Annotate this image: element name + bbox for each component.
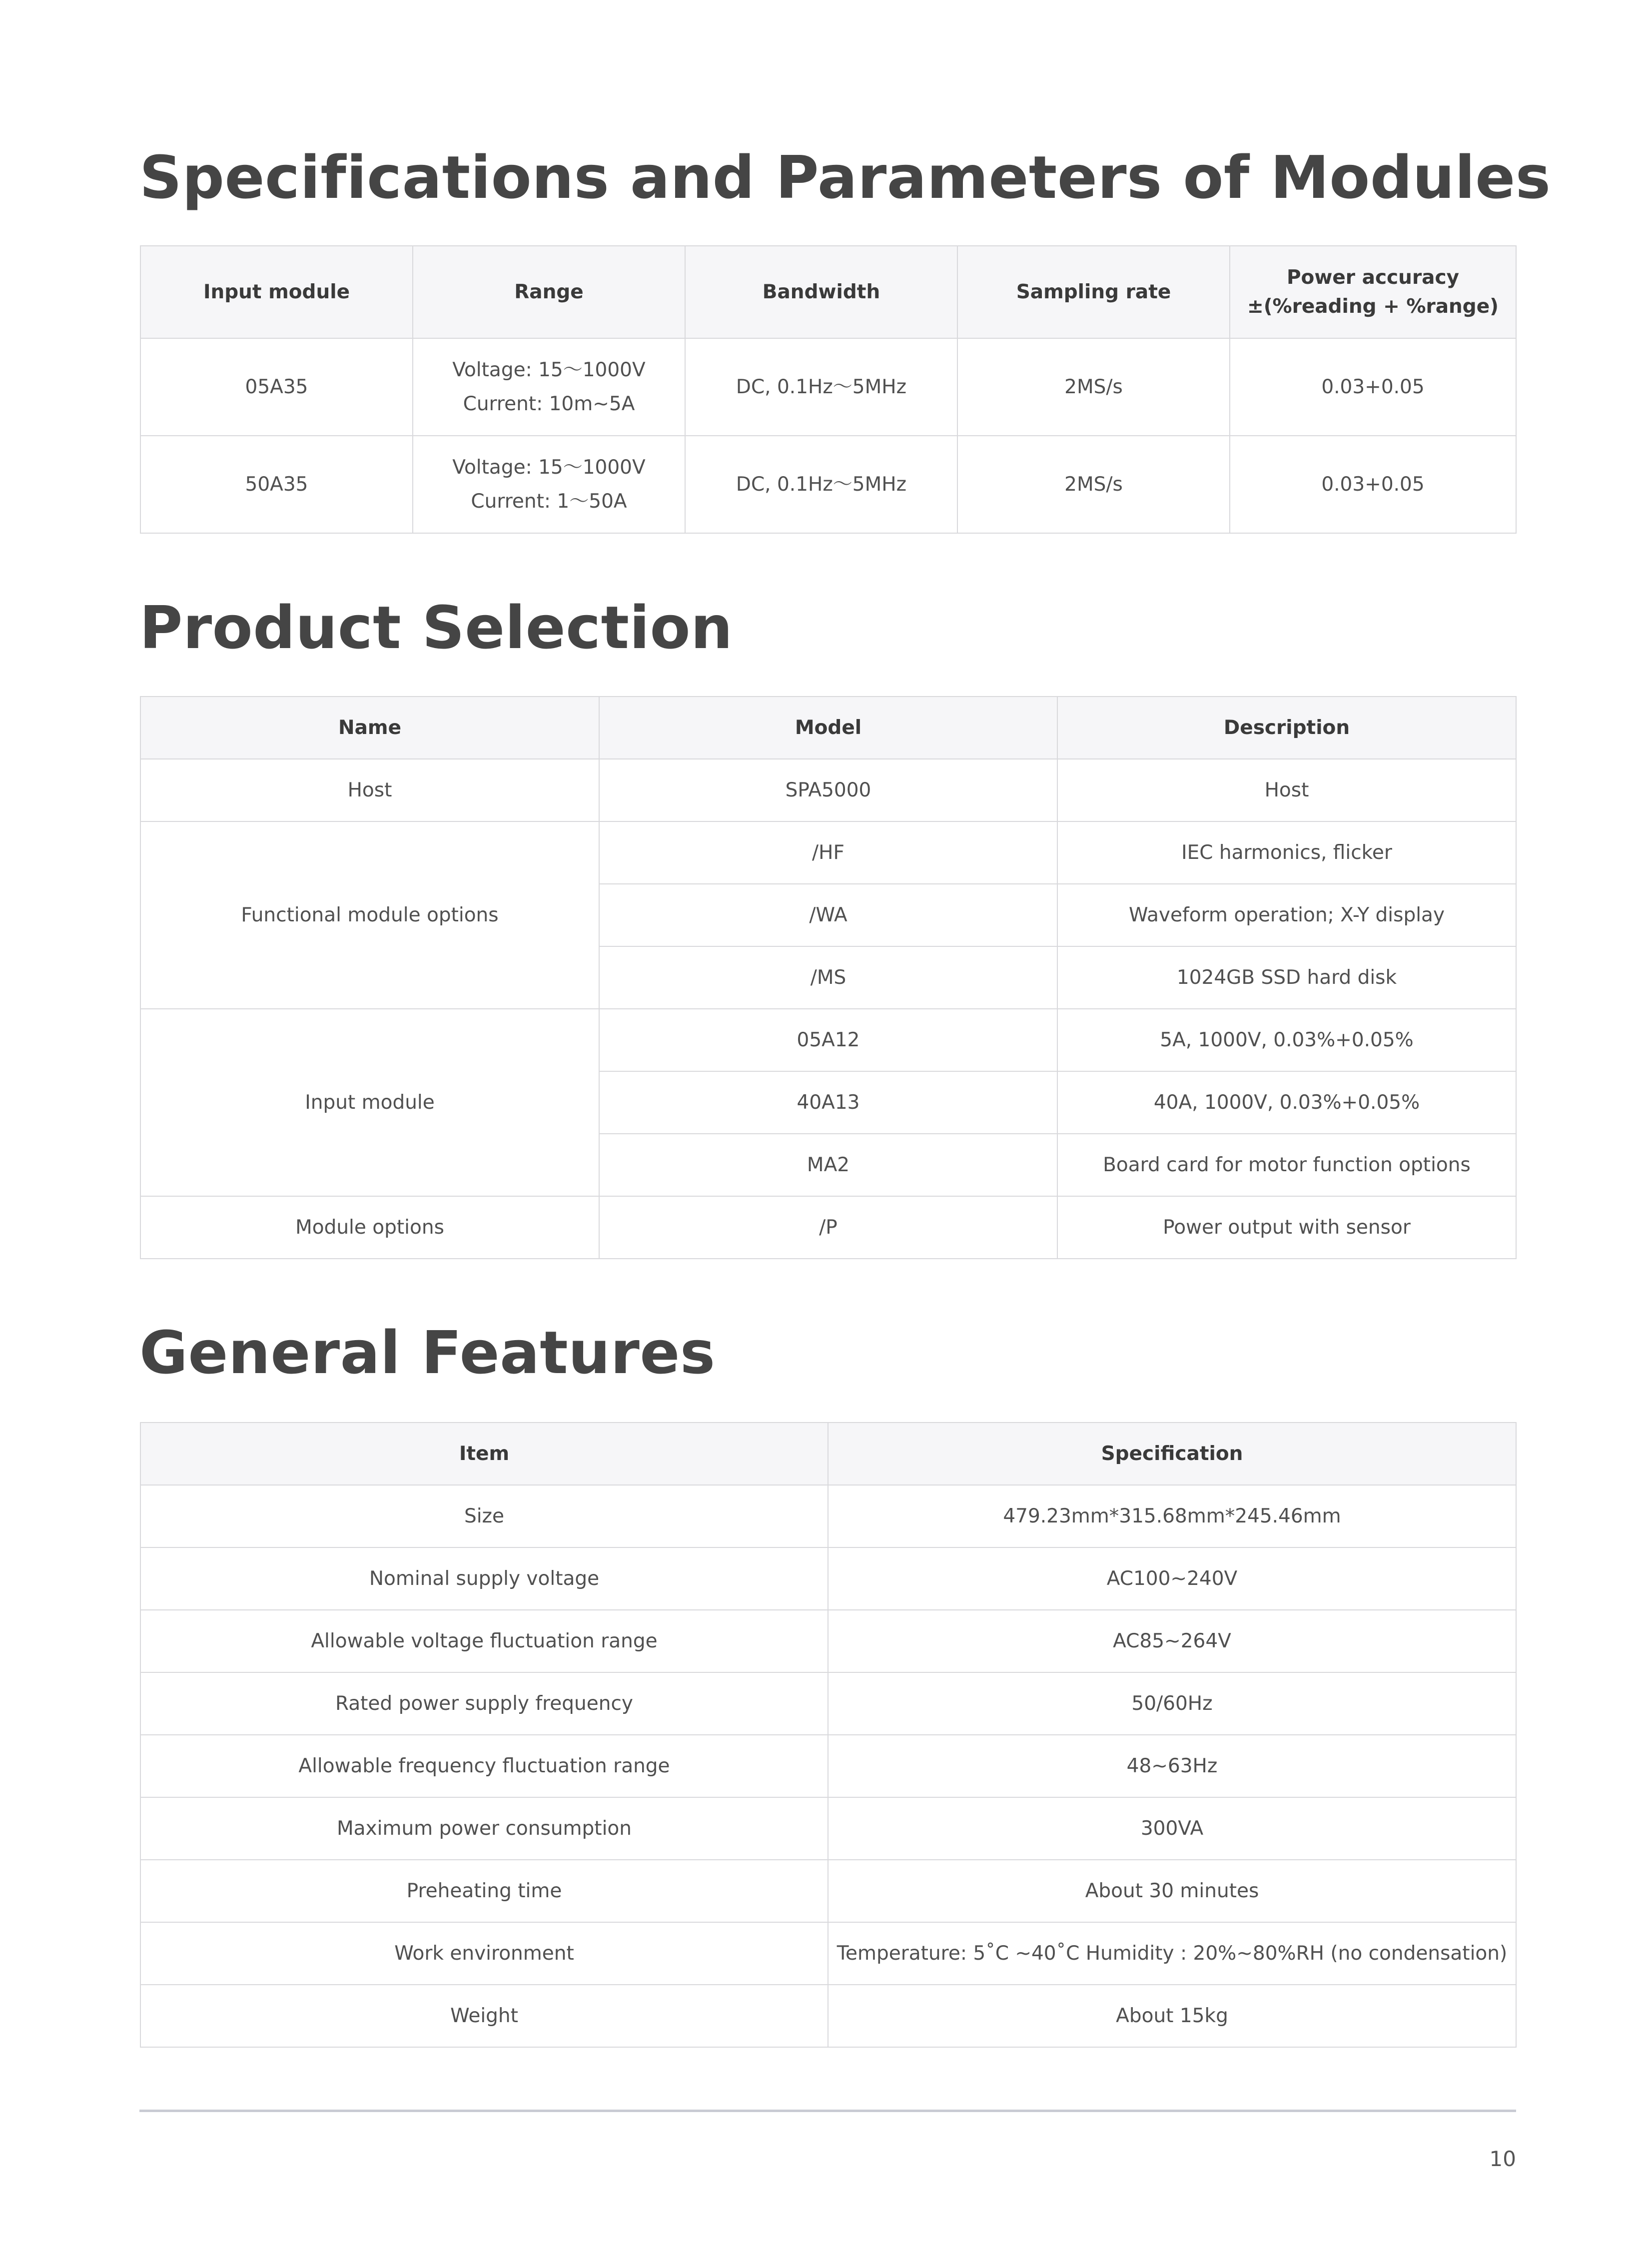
features-item-cell: Allowable frequency fluctuation range [140,1735,828,1797]
table-row [140,436,1516,533]
selection-desc-cell: Waveform operation; X-Y display [1057,884,1516,946]
selection-desc-cell: IEC harmonics, flicker [1057,821,1516,884]
spec-header-row [140,246,1516,338]
features-item-cell: Maximum power consumption [140,1797,828,1860]
selection-name-cell: Module options [140,1196,599,1259]
table-row [140,1610,1516,1672]
features-item-cell: Weight [140,1985,828,2047]
table-row [140,1672,1516,1735]
features-item-cell: Preheating time [140,1860,828,1922]
features-section-title: General Features [139,1318,716,1387]
selection-name-cell: Functional module options [140,821,599,1009]
selection-model-cell: /HF [599,821,1057,884]
selection-desc-cell: Power output with sensor [1057,1196,1516,1259]
spec-header-power-accuracy-line2: ±(%reading + %range) [1247,295,1499,318]
selection-desc-cell: 1024GB SSD hard disk [1057,946,1516,1009]
spec-header-input-module: Input module [140,246,413,338]
spec-range-voltage: Voltage: 15～1000V [452,358,646,381]
spec-section-title: Specifications and Parameters of Modules [139,143,1551,212]
spec-header-range: Range [413,246,685,338]
spec-sampling-cell: 2MS/s [957,338,1230,436]
spec-accuracy-cell: 0.03+0.05 [1230,436,1516,533]
table-row [140,1860,1516,1922]
spec-range-current: Current: 1～50A [471,490,627,513]
table-row [140,1735,1516,1797]
features-header-item: Item [140,1423,828,1485]
selection-desc-cell: 5A, 1000V, 0.03%+0.05% [1057,1009,1516,1071]
table-row [140,759,1516,821]
selection-model-cell: MA2 [599,1134,1057,1196]
table-row [140,1009,1516,1071]
features-item-cell: Size [140,1485,828,1547]
spec-range-voltage: Voltage: 15～1000V [452,456,646,479]
selection-model-cell: 05A12 [599,1009,1057,1071]
spec-table [140,245,1517,534]
selection-desc-cell: Board card for motor function options [1057,1134,1516,1196]
selection-model-cell: 40A13 [599,1071,1057,1134]
features-spec-cell: Temperature: 5˚C ~40˚C Humidity : 20%~80%RH (no condensation) [828,1922,1516,1985]
features-header-specification: Specification [828,1423,1516,1485]
spec-header-power-accuracy-line1: Power accuracy [1286,266,1460,289]
selection-desc-cell: Host [1057,759,1516,821]
table-row [140,821,1516,884]
spec-header-sampling-rate: Sampling rate [957,246,1230,338]
selection-model-cell: SPA5000 [599,759,1057,821]
spec-header-bandwidth: Bandwidth [685,246,957,338]
selection-header-name: Name [140,697,599,759]
spec-module-cell: 05A35 [140,338,413,436]
footer-divider [139,2110,1516,2112]
features-spec-cell: AC85~264V [828,1610,1516,1672]
spec-bandwidth-cell: DC, 0.1Hz～5MHz [685,436,957,533]
selection-header-row [140,697,1516,759]
selection-name-cell: Input module [140,1009,599,1196]
features-item-cell: Rated power supply frequency [140,1672,828,1735]
spec-accuracy-cell: 0.03+0.05 [1230,338,1516,436]
table-row [140,1797,1516,1860]
features-item-cell: Work environment [140,1922,828,1985]
table-row [140,1547,1516,1610]
spec-module-cell: 50A35 [140,436,413,533]
features-spec-cell: AC100~240V [828,1547,1516,1610]
features-spec-cell: 300VA [828,1797,1516,1860]
features-header-row [140,1423,1516,1485]
selection-header-model: Model [599,697,1057,759]
selection-name-cell: Host [140,759,599,821]
spec-range-cell [413,338,685,436]
spec-sampling-cell: 2MS/s [957,436,1230,533]
features-item-cell: Nominal supply voltage [140,1547,828,1610]
spec-range-current: Current: 10m~5A [463,392,635,415]
spec-header-power-accuracy [1230,246,1516,338]
selection-desc-cell: 40A, 1000V, 0.03%+0.05% [1057,1071,1516,1134]
table-row [140,1922,1516,1985]
selection-header-description: Description [1057,697,1516,759]
selection-table [140,696,1517,1259]
selection-model-cell: /P [599,1196,1057,1259]
selection-section-title: Product Selection [139,593,733,662]
table-row [140,1196,1516,1259]
selection-model-cell: /WA [599,884,1057,946]
features-spec-cell: 479.23mm*315.68mm*245.46mm [828,1485,1516,1547]
spec-bandwidth-cell: DC, 0.1Hz～5MHz [685,338,957,436]
table-row [140,338,1516,436]
features-spec-cell: 50/60Hz [828,1672,1516,1735]
selection-model-cell: /MS [599,946,1057,1009]
features-table [140,1422,1517,2048]
features-spec-cell: About 15kg [828,1985,1516,2047]
table-row [140,1985,1516,2047]
page-number: 10 [1489,2147,1516,2171]
features-spec-cell: 48~63Hz [828,1735,1516,1797]
features-spec-cell: About 30 minutes [828,1860,1516,1922]
spec-range-cell [413,436,685,533]
table-row [140,1485,1516,1547]
features-item-cell: Allowable voltage fluctuation range [140,1610,828,1672]
